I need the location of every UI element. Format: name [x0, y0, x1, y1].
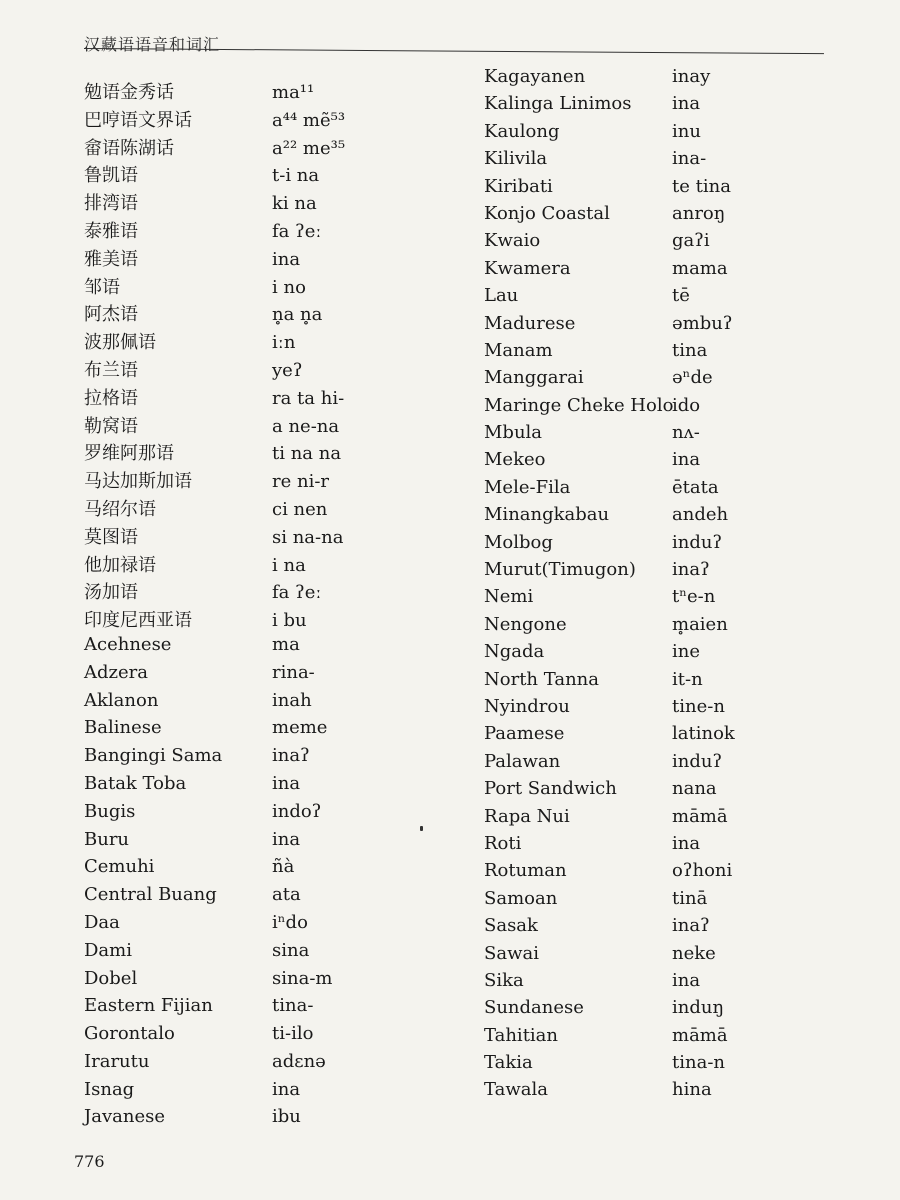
language-name: 畲语陈湖话 — [84, 137, 174, 159]
word-form: a ne-na — [272, 415, 340, 437]
word-entry — [84, 1106, 414, 1134]
word-form: ra ta hi- — [272, 387, 345, 409]
word-entry — [84, 439, 414, 467]
word-form: ci nen — [272, 498, 328, 520]
running-header: 汉藏语语音和词汇 — [84, 35, 221, 54]
language-name: Manggarai — [484, 367, 584, 389]
word-form: ina — [672, 449, 701, 471]
word-form: əⁿde — [672, 367, 713, 389]
word-form: māmā — [672, 805, 728, 827]
language-name: Bangingi Sama — [84, 745, 223, 767]
word-form: nana — [672, 778, 717, 800]
word-entry — [484, 449, 784, 476]
word-entry — [84, 412, 414, 440]
word-form: ina — [272, 248, 301, 270]
word-entry — [484, 860, 784, 887]
word-entry — [484, 915, 784, 942]
word-form: tinā — [672, 887, 708, 909]
word-entry — [84, 995, 414, 1023]
word-form: it-n — [672, 668, 703, 690]
word-entry — [84, 912, 414, 940]
language-name: North Tanna — [484, 668, 599, 690]
language-name: Dobel — [84, 967, 138, 989]
word-form: oʔhoni — [672, 860, 733, 882]
word-form: tina-n — [672, 1052, 725, 1074]
language-name: Tawala — [484, 1079, 548, 1101]
word-form: te tina — [672, 175, 731, 197]
language-name: Eastern Fijian — [84, 995, 213, 1017]
word-form: ma — [272, 633, 300, 655]
language-name: Molbog — [484, 531, 553, 553]
word-entry — [484, 723, 784, 750]
language-name: Irarutu — [84, 1050, 150, 1072]
word-form: fa ʔeː — [272, 582, 322, 604]
word-entry — [84, 384, 414, 412]
word-entry — [484, 696, 784, 723]
language-name: Sasak — [484, 915, 538, 937]
word-entry — [84, 745, 414, 773]
language-name: Acehnese — [84, 633, 172, 655]
language-name: Javanese — [84, 1106, 165, 1128]
word-form: n̥a n̥a — [272, 304, 323, 326]
word-form: ina — [272, 828, 301, 850]
word-form: inaʔ — [272, 745, 310, 767]
word-entry — [484, 833, 784, 860]
language-name: 勒窝语 — [84, 415, 138, 437]
language-name: Mbula — [484, 422, 543, 444]
word-form: anroŋ — [672, 202, 726, 224]
language-name: Nengone — [484, 613, 567, 635]
language-name: Isnag — [84, 1078, 135, 1100]
language-name: Kiribati — [484, 175, 553, 197]
word-form: gaʔi — [672, 230, 710, 252]
word-entry — [484, 970, 784, 997]
word-entry — [84, 829, 414, 857]
word-form: a⁴⁴ mẽ⁵³ — [272, 109, 346, 131]
language-name: Balinese — [84, 717, 162, 739]
language-name: Buru — [84, 828, 130, 850]
word-form: ine — [672, 641, 701, 663]
word-form: tine-n — [672, 695, 725, 717]
page-number: 776 — [74, 1152, 105, 1171]
word-form: mama — [672, 257, 728, 279]
word-entry — [84, 578, 414, 606]
word-entry — [484, 669, 784, 696]
language-name: 莫图语 — [84, 526, 138, 548]
word-form: si na-na — [272, 526, 344, 548]
word-entry — [484, 1079, 784, 1106]
word-entry — [84, 606, 414, 634]
word-entry — [484, 422, 784, 449]
right-column — [484, 66, 784, 1107]
word-form: iⁿdo — [272, 911, 308, 933]
word-entry — [484, 1025, 784, 1052]
word-form: rina- — [272, 661, 315, 683]
language-name: Batak Toba — [84, 772, 187, 794]
word-entry — [84, 773, 414, 801]
word-entry — [84, 690, 414, 718]
language-name: 罗维阿那语 — [84, 443, 174, 465]
language-name: 邹语 — [84, 276, 120, 298]
word-entry — [484, 997, 784, 1024]
language-name: Palawan — [484, 750, 561, 772]
language-name: 波那佩语 — [84, 332, 156, 354]
word-entry — [484, 176, 784, 203]
word-entry — [484, 230, 784, 257]
word-entry — [484, 367, 784, 394]
word-entry — [84, 551, 414, 579]
word-form: sina-m — [272, 967, 333, 989]
language-name: Daa — [84, 911, 120, 933]
language-name: Tahitian — [484, 1024, 559, 1046]
language-name: Minangkabau — [484, 504, 610, 526]
language-name: Gorontalo — [84, 1023, 175, 1045]
word-form: ido — [672, 394, 701, 416]
language-name: Nemi — [484, 586, 534, 608]
language-name: Samoan — [484, 887, 558, 909]
word-form: ina — [672, 832, 701, 854]
word-entry — [484, 340, 784, 367]
word-entry — [484, 477, 784, 504]
language-name: 马达加斯加语 — [84, 471, 192, 493]
language-name: 勉语金秀话 — [84, 82, 174, 103]
language-name: 汤加语 — [84, 582, 138, 604]
word-form: ata — [272, 884, 301, 906]
word-form: inaʔ — [672, 915, 710, 937]
word-entry — [484, 121, 784, 148]
word-entry — [84, 634, 414, 662]
left-column — [84, 78, 414, 1134]
language-name: Adzera — [84, 661, 148, 683]
word-form: inu — [672, 120, 701, 142]
language-name: Mekeo — [484, 449, 546, 471]
language-name: 鲁凯语 — [84, 165, 138, 187]
word-entry — [84, 467, 414, 495]
word-form: neke — [672, 942, 716, 964]
word-entry — [84, 968, 414, 996]
language-name: 布兰语 — [84, 359, 138, 381]
word-entry — [484, 504, 784, 531]
word-form: ti-ilo — [272, 1023, 314, 1045]
language-name: Kalinga Linimos — [484, 93, 632, 115]
word-entry — [84, 1079, 414, 1107]
language-name: Roti — [484, 832, 522, 854]
language-name: 雅美语 — [84, 248, 138, 270]
language-name: Kilivila — [484, 148, 548, 170]
language-name: Bugis — [84, 800, 136, 822]
word-form: ibu — [272, 1106, 301, 1128]
word-entry — [484, 285, 784, 312]
word-form: re ni-r — [272, 471, 330, 493]
word-entry — [484, 806, 784, 833]
word-entry — [484, 614, 784, 641]
word-entry — [484, 313, 784, 340]
print-speck — [420, 826, 423, 831]
word-entry — [484, 258, 784, 285]
word-entry — [484, 203, 784, 230]
word-entry — [484, 66, 784, 93]
word-form: latinok — [672, 723, 735, 745]
word-form: induʔ — [672, 531, 723, 553]
word-form: nʌ- — [672, 422, 700, 444]
word-entry — [484, 751, 784, 778]
word-entry — [84, 134, 414, 162]
word-form: māmā — [672, 1024, 728, 1046]
word-form: ma¹¹ — [272, 82, 315, 103]
word-entry — [484, 148, 784, 175]
language-name: Kaulong — [484, 120, 560, 142]
word-entry — [484, 559, 784, 586]
word-form: iːn — [272, 332, 296, 354]
language-name: Takia — [484, 1052, 533, 1074]
word-entry — [84, 328, 414, 356]
word-entry — [84, 856, 414, 884]
word-form: t-i na — [272, 165, 320, 187]
language-name: Ngada — [484, 641, 545, 663]
language-name: 马绍尔语 — [84, 498, 156, 520]
word-entry — [84, 189, 414, 217]
language-name: 阿杰语 — [84, 304, 138, 326]
word-form: ki na — [272, 193, 317, 215]
language-name: Nyindrou — [484, 695, 570, 717]
word-entry — [484, 395, 784, 422]
language-name: Sika — [484, 969, 524, 991]
word-form: əmbuʔ — [672, 312, 733, 334]
language-name: 他加禄语 — [84, 554, 156, 576]
word-entry — [84, 662, 414, 690]
language-name: Konjo Coastal — [484, 202, 610, 224]
word-form: ti na na — [272, 443, 342, 465]
word-entry — [484, 532, 784, 559]
word-form: tina — [672, 339, 708, 361]
word-form: i na — [272, 554, 306, 576]
language-name: Paamese — [484, 723, 565, 745]
word-form: tⁿe-n — [672, 586, 716, 608]
word-entry — [84, 523, 414, 551]
language-name: Kagayanen — [484, 66, 586, 87]
language-name: Rapa Nui — [484, 805, 570, 827]
word-entry — [484, 778, 784, 805]
word-form: a²² me³⁵ — [272, 137, 346, 159]
language-name: Cemuhi — [84, 856, 155, 878]
language-name: Dami — [84, 939, 132, 961]
word-entry — [84, 245, 414, 273]
language-name: Sundanese — [484, 997, 584, 1019]
language-name: Lau — [484, 285, 519, 307]
language-name: Port Sandwich — [484, 778, 617, 800]
word-entry — [84, 78, 414, 106]
word-entry — [84, 273, 414, 301]
language-name: Sawai — [484, 942, 539, 964]
word-form: adɛnə — [272, 1050, 326, 1072]
word-entry — [484, 586, 784, 613]
language-name: Central Buang — [84, 884, 217, 906]
word-form: tē — [672, 285, 690, 307]
language-name: Manam — [484, 339, 553, 361]
word-entry — [484, 93, 784, 120]
word-form: meme — [272, 717, 328, 739]
word-entry — [484, 888, 784, 915]
word-form: ina- — [672, 148, 707, 170]
word-entry — [84, 356, 414, 384]
word-form: ñà — [272, 856, 295, 878]
word-form: ina — [672, 969, 701, 991]
word-form: induŋ — [672, 997, 725, 1019]
word-entry — [84, 495, 414, 523]
language-name: 排湾语 — [84, 193, 138, 215]
word-entry — [84, 1051, 414, 1079]
word-entry — [84, 801, 414, 829]
word-form: inaʔ — [672, 559, 710, 581]
word-form: andeh — [672, 504, 729, 526]
word-entry — [84, 300, 414, 328]
word-form: ina — [672, 93, 701, 115]
word-form: sina — [272, 939, 310, 961]
language-name: Aklanon — [84, 689, 159, 711]
language-name: 印度尼西亚语 — [84, 610, 192, 632]
word-form: yeʔ — [272, 359, 303, 381]
word-form: ina — [272, 772, 301, 794]
word-form: tina- — [272, 995, 314, 1017]
word-form: induʔ — [672, 750, 723, 772]
word-entry — [84, 161, 414, 189]
word-entry — [84, 884, 414, 912]
language-name: Mele-Fila — [484, 476, 571, 498]
word-form: hina — [672, 1079, 712, 1101]
language-name: Kwamera — [484, 257, 571, 279]
word-form: indoʔ — [272, 800, 322, 822]
word-form: ina — [272, 1078, 301, 1100]
language-name: 拉格语 — [84, 387, 138, 409]
word-entry — [84, 106, 414, 134]
language-name: 巴哼语文界话 — [84, 109, 192, 131]
word-form: m̥aien — [672, 613, 728, 635]
word-form: inah — [272, 689, 312, 711]
word-form: i bu — [272, 610, 307, 632]
language-name: Kwaio — [484, 230, 541, 252]
word-form: fa ʔeː — [272, 220, 322, 242]
word-entry — [84, 717, 414, 745]
word-entry — [484, 641, 784, 668]
language-name: 泰雅语 — [84, 220, 138, 242]
word-entry — [484, 943, 784, 970]
language-name: Murut(Timugon) — [484, 559, 636, 581]
word-entry — [84, 1023, 414, 1051]
word-form: inay — [672, 66, 711, 87]
language-name: Rotuman — [484, 860, 567, 882]
word-entry — [84, 940, 414, 968]
word-entry — [484, 1052, 784, 1079]
word-form: i no — [272, 276, 306, 298]
word-entry — [84, 217, 414, 245]
language-name: Madurese — [484, 312, 576, 334]
language-name: Maringe Cheke Holo — [484, 394, 674, 416]
word-form: ētata — [672, 476, 719, 498]
